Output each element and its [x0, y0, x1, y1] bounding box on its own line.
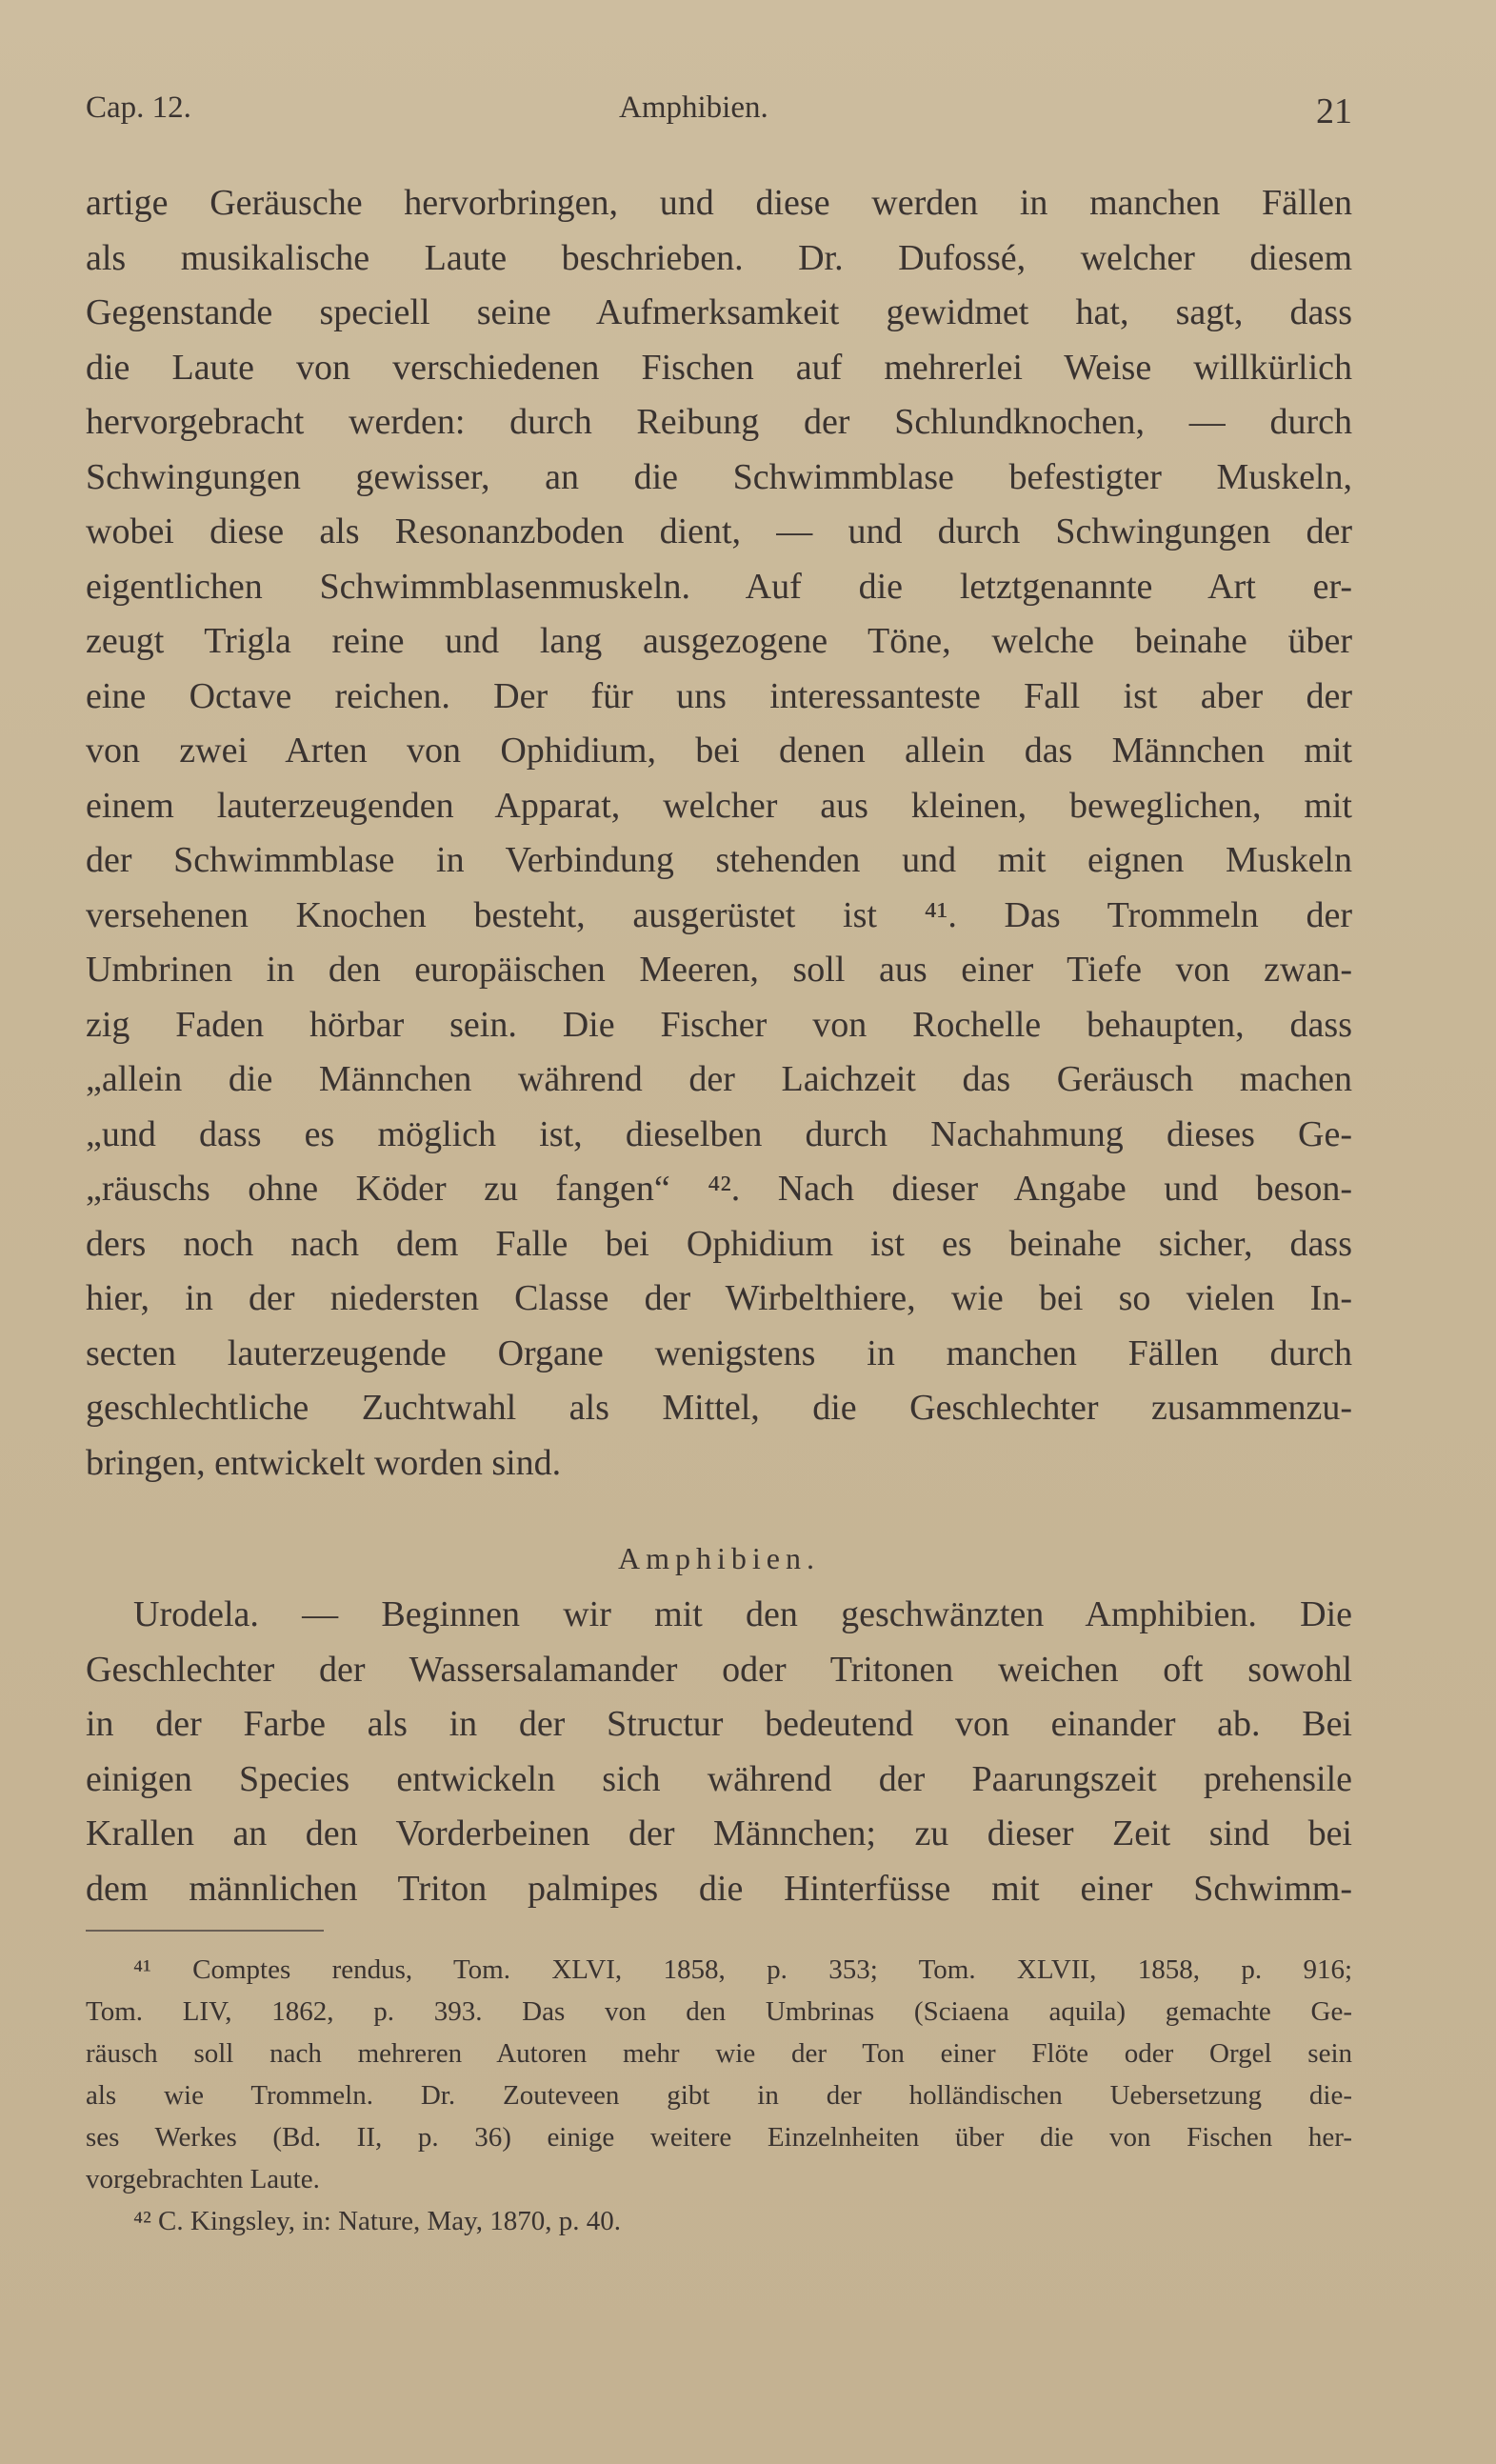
text-line: einem lauterzeugenden Apparat, welcher aus kleinen, beweglichen, mit: [86, 785, 1352, 826]
text-line: Geschlechter der Wassersalamander oder Tritonen weichen oft sowohl: [86, 1649, 1352, 1690]
text-line: als musikalische Laute beschrieben. Dr. Dufossé, welcher diesem: [86, 237, 1352, 278]
footnote-line: vorgebrachten Laute.: [86, 2164, 320, 2194]
text-line: einigen Species entwickeln sich während der Paarungszeit prehensile: [86, 1758, 1352, 1799]
text-line: Urodela. — Beginnen wir mit den geschwänzten Amphibien. Die: [133, 1594, 1352, 1634]
text-line: die Laute von verschiedenen Fischen auf mehrerlei Weise willkürlich: [86, 347, 1352, 388]
text-line: ders noch nach dem Falle bei Ophidium ist es beinahe sicher, dass: [86, 1223, 1352, 1264]
text-line: hervorgebracht werden: durch Reibung der Schlundknochen, — durch: [86, 402, 1352, 442]
text-line: in der Farbe als in der Structur bedeutend von einander ab. Bei: [86, 1704, 1352, 1744]
text-line: der Schwimmblase in Verbindung stehenden und mit eignen Muskeln: [86, 840, 1352, 880]
text-line: secten lauterzeugende Organe wenigstens in manchen Fällen durch: [86, 1332, 1352, 1373]
body-text: [86, 176, 1352, 2242]
chapter-label: Cap. 12.: [86, 90, 191, 125]
footnote-41: [86, 1949, 1352, 2200]
footnote-divider: [86, 1930, 324, 1932]
paragraph-urodela: [86, 1588, 1352, 1916]
text-line: von zwei Arten von Ophidium, bei denen allein das Männchen mit: [86, 731, 1352, 771]
text-line: „und dass es möglich ist, dieselben durch Nachahmung dieses Ge-: [86, 1113, 1352, 1154]
text-line: artige Geräusche hervorbringen, und diese werden in manchen Fällen: [86, 183, 1352, 223]
page-number: 21: [1316, 91, 1352, 131]
footnote-42: ⁴² C. Kingsley, in: Nature, May, 1870, p. 40.: [133, 2206, 622, 2236]
footnote-line: räusch soll nach mehreren Autoren mehr wie der Ton einer Flöte oder Orgel sein: [86, 2038, 1352, 2069]
text-line: zeugt Trigla reine und lang ausgezogene Töne, welche beinahe über: [86, 621, 1352, 661]
text-line: hier, in der niedersten Classe der Wirbelthiere, wie bei so vielen In-: [86, 1278, 1352, 1318]
text-line: bringen, entwickelt worden sind.: [86, 1442, 562, 1483]
paragraph-fish-sounds: [86, 176, 1352, 1491]
text-line: Umbrinen in den europäischen Meeren, soll aus einer Tiefe von zwan-: [86, 950, 1352, 990]
text-line: dem männlichen Triton palmipes die Hinterfüsse mit einer Schwimm-: [86, 1868, 1352, 1909]
text-line: eine Octave reichen. Der für uns interessanteste Fall ist aber der: [86, 675, 1352, 716]
running-header: [86, 90, 1352, 138]
text-line: eigentlichen Schwimmblasenmuskeln. Auf die letztgenannte Art er-: [86, 566, 1352, 607]
text-line: wobei diese als Resonanzboden dient, — und durch Schwingungen der: [86, 511, 1352, 551]
footnote-line: Tom. LIV, 1862, p. 393. Das von den Umbrinas (Sciaena aquila) gemachte Ge-: [86, 1996, 1352, 2027]
running-title: Amphibien.: [619, 90, 768, 125]
text-line: „allein die Männchen während der Laichzeit das Geräusch machen: [86, 1059, 1352, 1099]
text-line: Gegenstande speciell seine Aufmerksamkeit gewidmet hat, sagt, dass: [86, 292, 1352, 332]
text-line: „räuschs ohne Köder zu fangen“ ⁴². Nach dieser Angabe und beson-: [86, 1169, 1352, 1209]
text-line: geschlechtliche Zuchtwahl als Mittel, die Geschlechter zusammenzu-: [86, 1388, 1352, 1428]
footnote-line: ⁴¹ Comptes rendus, Tom. XLVI, 1858, p. 353; Tom. XLVII, 1858, p. 916;: [133, 1954, 1352, 1985]
text-line: Schwingungen gewisser, an die Schwimmblase befestigter Muskeln,: [86, 456, 1352, 497]
text-line: versehenen Knochen besteht, ausgerüstet ist ⁴¹. Das Trommeln der: [86, 894, 1352, 935]
section-heading: Amphibien.: [618, 1541, 820, 1575]
footnote-line: als wie Trommeln. Dr. Zouteveen gibt in der holländischen Uebersetzung die-: [86, 2080, 1352, 2111]
text-line: Krallen an den Vorderbeinen der Männchen; zu dieser Zeit sind bei: [86, 1813, 1352, 1853]
footnote-line: ses Werkes (Bd. II, p. 36) einige weitere Einzelnheiten über die von Fischen her-: [86, 2122, 1352, 2153]
text-line: zig Faden hörbar sein. Die Fischer von Rochelle behaupten, dass: [86, 1004, 1352, 1045]
